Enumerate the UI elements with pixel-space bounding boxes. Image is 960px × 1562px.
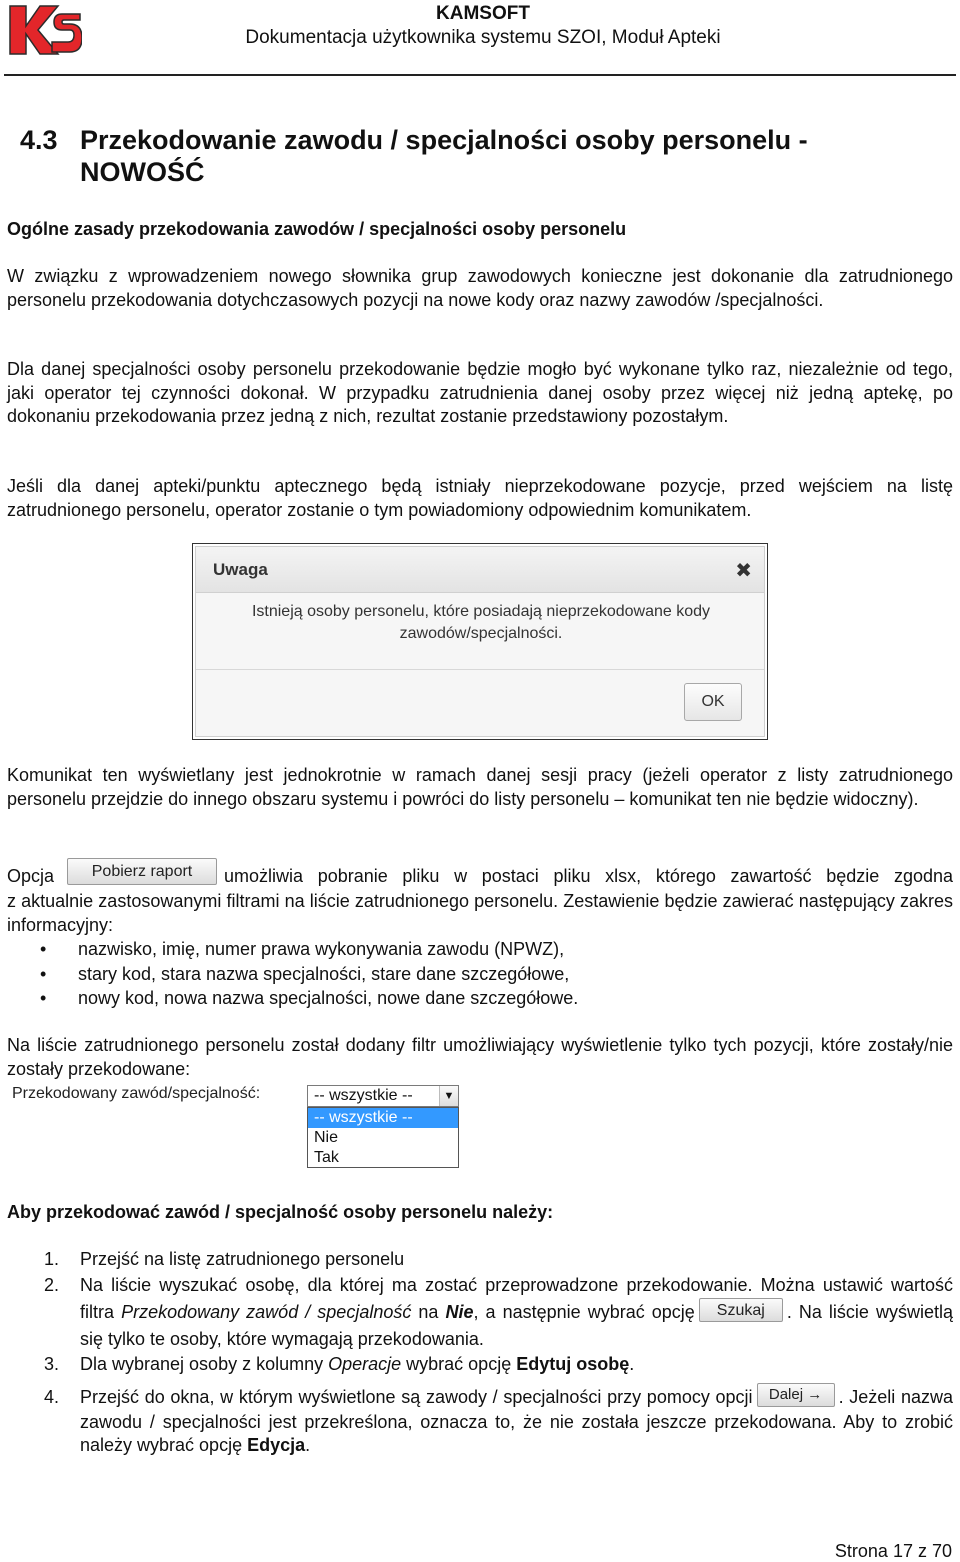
chevron-down-icon[interactable]: ▼	[439, 1086, 458, 1106]
filter-label: Przekodowany zawód/specjalność:	[12, 1085, 261, 1102]
paragraph-session: Komunikat ten wyświetlany jest jednokrotnie w ramach danej sesji pracy (jeżeli operator z listy zatrudnionego personelu przejdzie do innego obszaru systemu i powróci do listy personelu – komunikat ten nie będzie widoczny).	[7, 765, 953, 809]
dialog-separator	[196, 669, 764, 670]
header-company: KAMSOFT	[436, 3, 530, 24]
header-divider	[4, 74, 956, 76]
section-title: 4.3 Przekodowanie zawodu / specjalności osoby personelu - NOWOŚĆ	[20, 125, 808, 187]
filter-option-no[interactable]: Nie	[314, 1129, 339, 1146]
section-number: 4.3	[20, 125, 58, 155]
dialog-screenshot	[192, 543, 768, 740]
steps-list	[7, 1248, 953, 1458]
page-number: Strona 17 z 70	[834, 1541, 952, 1561]
list-item: 1. Przejść na listę zatrudnionego personelu	[44, 1249, 405, 1269]
filter-selected-value: -- wszystkie --	[314, 1087, 413, 1104]
header-doc-title: Dokumentacja użytkownika systemu SZOI, Moduł Apteki	[245, 27, 721, 48]
paragraph-once: Dla danej specjalności osoby personelu przekodowanie będzie mogło być wykonane tylko raz, niezależnie od tego, jaki operator tej czynności dokonał. W przypadku zatrudnienia danej osoby przez więcej niż jedną aptekę, po dokonaniu przekodowania przez jedną z nich, rezultat zostanie przedstawiony pozostałym.	[7, 359, 953, 426]
close-icon[interactable]: ✖	[735, 560, 752, 582]
option-description: umożliwia pobranie pliku w postaci pliku xlsx, którego zawartość będzie zgodna	[224, 866, 953, 886]
filter-option-yes[interactable]: Tak	[314, 1149, 339, 1166]
steps-heading: Aby przekodować zawód / specjalność osoby personelu należy:	[7, 1202, 554, 1222]
download-report-button[interactable]: Pobierz raport	[67, 858, 217, 885]
dialog-title: Uwaga	[213, 560, 268, 579]
dialog-message: Istnieją osoby personelu, które posiadają nieprzekodowane kody zawodów/specjalności.	[251, 603, 711, 642]
warning-dialog	[195, 546, 765, 737]
list-item: 3. Dla wybranej osoby z kolumny Operacje wybrać opcję Edytuj osobę.	[44, 1353, 635, 1374]
list-item: • nazwisko, imię, numer prawa wykonywania zawodu (NPWZ),	[40, 937, 578, 962]
list-item: 2. Na liście wyszukać osobę, dla której ma zostać przeprowadzone przekodowanie. Można ustawić wartość filtra Przekodowany zawód / specjalność na Nie, a następnie wybrać opcję Szukaj . Na liście wyświetlą się tylko te osoby, które wymagają przekodowania.	[44, 1274, 953, 1349]
option-label: Opcja	[7, 866, 55, 886]
search-button[interactable]: Szukaj	[699, 1298, 783, 1322]
paragraph-report: z aktualnie zastosowanymi filtrami na liście zatrudnionego personelu. Zestawienie będzie zawierać następujący zakres informacyjny:	[7, 891, 953, 935]
report-fields-list	[40, 937, 578, 1011]
dialog-titlebar	[196, 547, 764, 593]
paragraph-intro: W związku z wprowadzeniem nowego słownika grup zawodowych konieczne jest dokonanie dla zatrudnionego personelu przekodowania dotychczasowych pozycji na nowe kody oraz nazwy zawodów /specjalności.	[7, 266, 953, 310]
filter-option-all[interactable]: -- wszystkie --	[308, 1108, 458, 1128]
list-item: • nowy kod, nowa nazwa specjalności, nowe dane szczegółowe.	[40, 986, 578, 1011]
paragraph-notice: Jeśli dla danej apteki/punktu aptecznego będą istniały nieprzekodowane pozycje, przed wejściem na listę zatrudnionego personelu, operator zostanie o tym powiadomiony odpowiednim komunikatem.	[7, 476, 953, 520]
next-button[interactable]: Dalej →	[757, 1383, 835, 1407]
recoding-filter-select[interactable]	[307, 1085, 459, 1107]
ok-button[interactable]: OK	[684, 683, 742, 721]
paragraph-filter: Na liście zatrudnionego personelu został dodany filtr umożliwiający wyświetlenie tylko tych pozycji, które zostały/nie zostały przekodowane:	[7, 1035, 953, 1079]
filter-options-list	[307, 1107, 459, 1168]
list-item: 4. Przejść do okna, w którym wyświetlone są zawody / specjalności przy pomocy opcji Dalej → . Jeżeli nazwa zawodu / specjalności jest przekreślona, oznacza to, że nie została jeszcze przekodowana. Aby to zrobić należy wybrać opcję Edycja.	[7, 1386, 953, 1458]
section-subtitle: Ogólne zasady przekodowania zawodów / specjalności osoby personelu	[7, 219, 627, 239]
list-item: • stary kod, stara nazwa specjalności, stare dane szczegółowe,	[40, 962, 578, 987]
